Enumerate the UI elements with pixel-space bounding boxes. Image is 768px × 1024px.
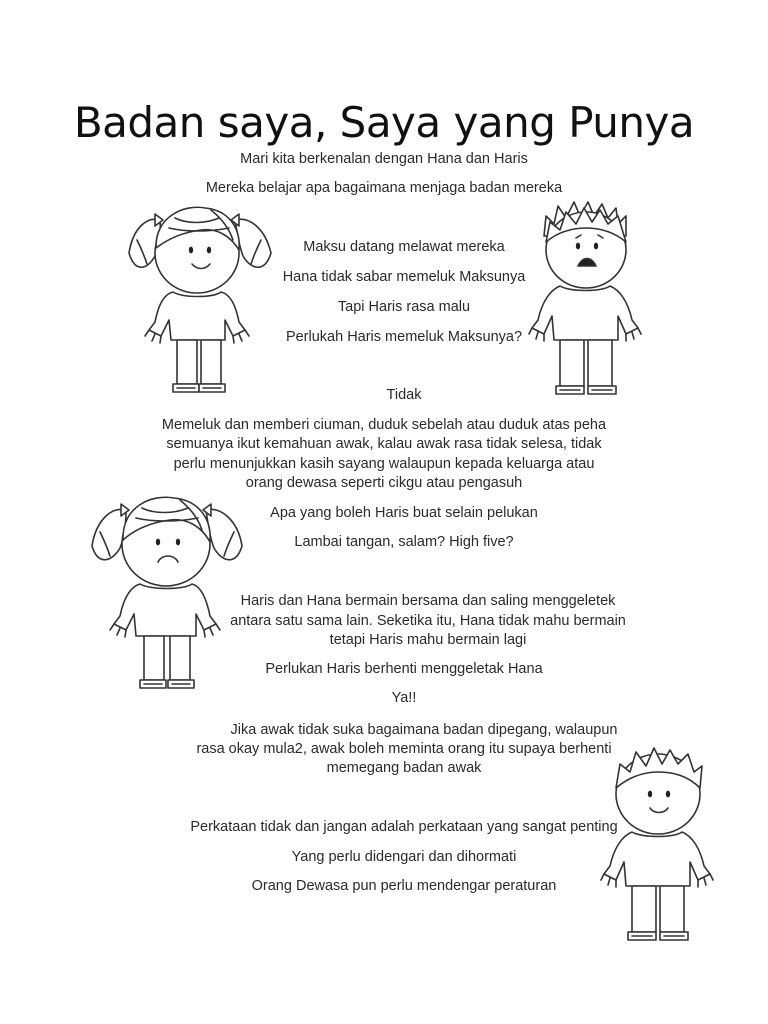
paragraph-touch-line-1: Jika awak tidak suka bagaimana badan dipegang, walaupun (230, 722, 618, 738)
paragraph-tickle-line-1: Haris dan Hana bermain bersama dan saling menggeletek (240, 593, 616, 609)
story-question-hug: Perlukah Haris memeluk Maksunya? (285, 329, 523, 345)
paragraph-touch-line-2: rasa okay mula2, awak boleh meminta orang itu supaya berhenti (196, 741, 612, 757)
intro-line-2: Mereka belajar apa bagaimana menjaga badan mereka (205, 180, 563, 196)
closing-line-3: Orang Dewasa pun perlu mendengar peraturan (251, 878, 557, 894)
paragraph-tickle-line-2: antara satu sama lain. Seketika itu, Hana tidak mahu bermain (230, 613, 626, 629)
answer-ya: Ya!! (391, 690, 417, 706)
story-line-haris-shy: Tapi Haris rasa malu (337, 299, 471, 315)
story-line-maksu-visit: Maksu datang melawat mereka (303, 239, 505, 255)
paragraph-consent-line-1: Memeluk dan memberi ciuman, duduk sebelah atau duduk atas peha (161, 417, 607, 433)
closing-line-1: Perkataan tidak dan jangan adalah perkataan yang sangat penting (190, 819, 618, 835)
page-title: Badan saya, Saya yang Punya (73, 98, 695, 147)
answer-tidak: Tidak (386, 387, 422, 403)
intro-line-1: Mari kita berkenalan dengan Hana dan Haris (240, 151, 528, 167)
girl-sad-illustration (88, 488, 246, 698)
girl-smiling-illustration (125, 198, 275, 403)
paragraph-consent-line-3: perlu menunjukkan kasih sayang walaupun kepada keluarga atau (173, 456, 595, 472)
question-alternatives: Apa yang boleh Haris buat selain pelukan (270, 505, 538, 521)
paragraph-touch-line-3: memegang badan awak (326, 760, 482, 776)
boy-worried-illustration (526, 198, 644, 403)
boy-smiling-illustration (600, 742, 718, 947)
answer-alternatives: Lambai tangan, salam? High five? (294, 534, 514, 550)
paragraph-consent-line-2: semuanya ikut kemahuan awak, kalau awak rasa tidak selesa, tidak (166, 436, 602, 452)
paragraph-consent-line-4: orang dewasa seperti cikgu atau pengasuh (245, 475, 523, 491)
closing-line-2: Yang perlu didengari dan dihormati (291, 849, 517, 865)
question-stop-tickle: Perlukan Haris berhenti menggeletak Hana (265, 661, 543, 677)
story-line-hana-hug: Hana tidak sabar memeluk Maksunya (282, 269, 526, 285)
paragraph-tickle-line-3: tetapi Haris mahu bermain lagi (329, 632, 527, 648)
